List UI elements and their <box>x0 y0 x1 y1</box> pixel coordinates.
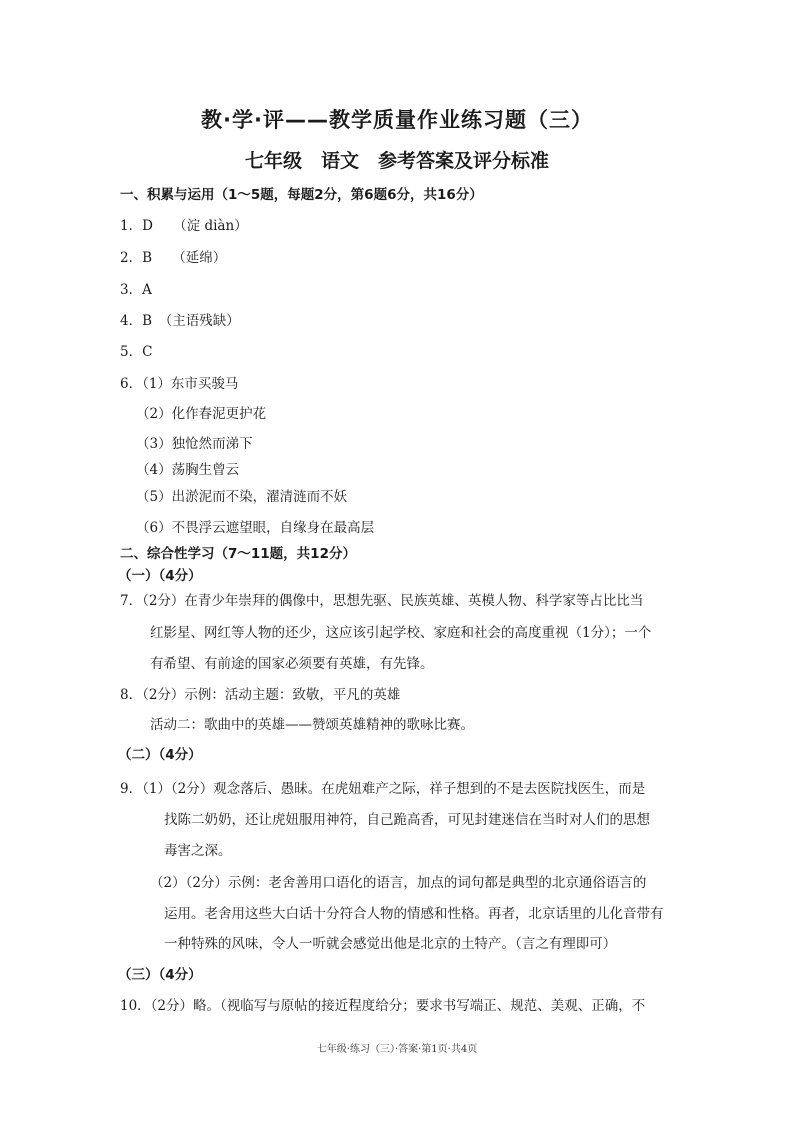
part-heading-2: （二）（4分） <box>118 747 202 763</box>
answer-q6-3: （3）独怆然而涕下 <box>136 436 253 452</box>
part-heading-3: （三）（4分） <box>118 967 202 983</box>
answer-q7-line1: 7．（2分）在青少年崇拜的偶像中，思想先驱、民族英雄、英模人物、科学家等占比比当 <box>120 593 644 609</box>
answer-q6-2: （2）化作春泥更护花 <box>136 406 267 422</box>
answer-q4: 4．B （主语残缺） <box>120 313 240 329</box>
answer-q6-1: 6．（1）东市买骏马 <box>120 376 239 392</box>
page-footer: 七年级·练习（三）·答案·第1页·共4页 <box>316 1044 478 1055</box>
section-heading-2: 二、综合性学习（7～11题，共12分） <box>120 546 356 562</box>
page-title: 教·学·评——教学质量作业练习题（三） <box>201 108 593 132</box>
answer-q7-line2: 红影星、网红等人物的还少，这应该引起学校、家庭和社会的高度重视（1分）；一个 <box>150 625 652 641</box>
answer-q9-1-line1: 9．（1）（2分）观念落后、愚昧。在虎妞难产之际，祥子想到的不是去医院找医生，而是 <box>120 781 646 797</box>
answer-q1: 1．D （淀 diàn） <box>120 218 248 234</box>
page-subtitle: 七年级 语文 参考答案及评分标准 <box>244 150 549 172</box>
answer-q8-line2: 活动二：歌曲中的英雄——赞颂英雄精神的歌咏比赛。 <box>150 717 474 733</box>
answer-q3: 3．A <box>120 282 152 298</box>
answer-q6-6: （6）不畏浮云遮望眼，自缘身在最高层 <box>136 520 375 536</box>
answer-q8-line1: 8．（2分）示例：活动主题：致敬，平凡的英雄 <box>120 687 401 703</box>
answer-q6-4: （4）荡胸生曾云 <box>136 462 240 478</box>
answer-q6-5: （5）出淤泥而不染，濯清涟而不妖 <box>136 489 348 505</box>
answer-q9-2-line3: 一种特殊的风味，令人一听就会感觉出他是北京的土特产。（言之有理即可） <box>164 936 617 952</box>
answer-q2: 2．B （延绵） <box>120 250 227 266</box>
answer-q5: 5．C <box>120 344 153 360</box>
answer-q9-2-line1: （2）（2分）示例：老舍善用口语化的语言，加点的词句都是典型的北京通俗语言的 <box>150 875 647 891</box>
part-heading-1: （一）（4分） <box>118 568 202 584</box>
answer-q9-1-line2: 找陈二奶奶，还让虎妞服用神符，自己跪高香，可见封建迷信在当时对人们的思想 <box>164 812 650 828</box>
answer-q9-2-line2: 运用。老舍用这些大白话十分符合人物的情感和性格。再者，北京话里的儿化音带有 <box>164 906 664 922</box>
answer-q7-line3: 有希望、有前途的国家必须要有英雄，有先锋。 <box>150 656 434 672</box>
answer-q9-1-line3: 毒害之深。 <box>164 843 232 859</box>
answer-q10-line1: 10．（2分）略。（视临写与原帖的接近程度给分；要求书写端正、规范、美观、正确，不 <box>120 998 646 1014</box>
section-heading-1: 一、积累与运用（1～5题，每题2分，第6题6分，共16分） <box>120 187 483 203</box>
